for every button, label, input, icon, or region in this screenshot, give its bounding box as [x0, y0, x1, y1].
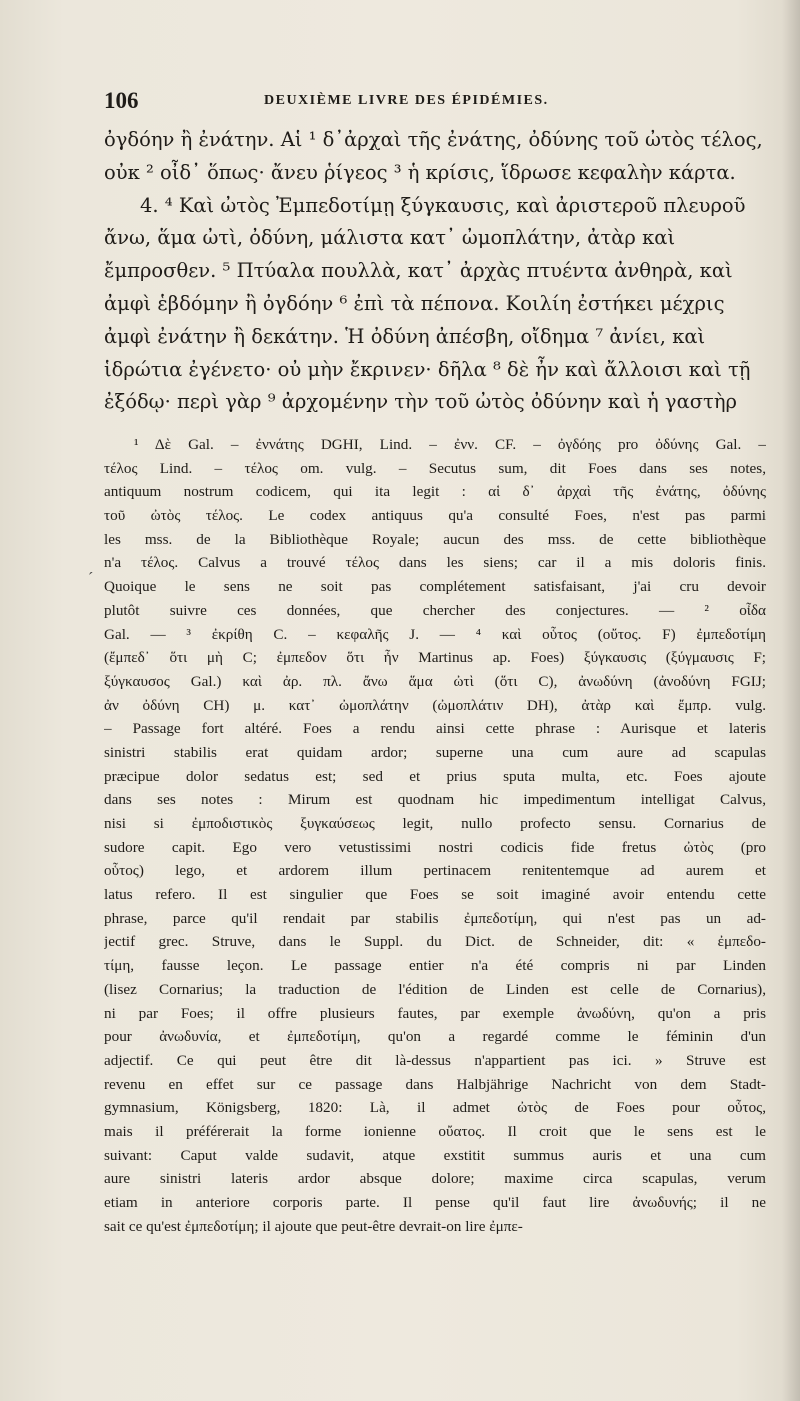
footnote-line: pour ἀνωδυνία, et ἐμπεδοτίμη, qu'on a regardé comme le féminin d'un — [104, 1028, 766, 1046]
footnote-line: τίμη, fausse leçon. Le passage entier n'a été compris ni par Linden — [104, 957, 766, 975]
footnote-line: (lisez Cornarius; la traduction de l'édition de Linden est celle de Cornarius), — [104, 980, 766, 998]
footnote-line: τέλος Lind. – τέλος om. vulg. – Secutus sum, dit Foes dans ses notes, — [104, 459, 766, 477]
page-header — [104, 88, 766, 118]
footnote-line: les mss. de la Bibliothèque Royale; aucun des mss. de cette bibliothèque — [104, 530, 766, 548]
main-text-line: ἔμπροσθεν. ⁵ Πτύαλα πουλλὰ, κατ᾽ ἀρχὰς πτυέντα ἀνθηρὰ, καὶ — [104, 259, 733, 283]
footnote-line: etiam in anteriore corporis parte. Il pense qu'il faut lire ἀνωδυνής; il ne — [104, 1194, 766, 1211]
footnote-line: nisi si ἐμποδιστικὸς ξυγκαύσεως legit, nullo profecto sensu. Cornarius de — [104, 815, 766, 832]
main-text-line: ὀγδόην ἢ ἐνάτην. Αἱ ¹ δ᾽ἀρχαὶ τῆς ἐνάτης, ὀδύνης τοῦ ὠτὸς τέλος, — [104, 128, 763, 151]
footnote-line: Gal. — ³ ἐκρίθη C. – κεφαλῆς J. — ⁴ καὶ οὗτος (οὔτος. F) ἐμπεδοτίμη — [104, 625, 766, 643]
main-text-line: ἀμφὶ ἑβδόμην ἢ ὀγδόην ⁶ ἐπὶ τὰ πέπονα. Κοιλίη ἐστήκει μέχρις — [104, 291, 725, 315]
footnote-line: ¹ Δὲ Gal. – ἐννάτης DGHI, Lind. – ἐνν. CF. – ὀγδόης pro ὀδύνης Gal. – — [134, 436, 766, 453]
main-text-line: οὐκ ² οἶδ᾽ ὅπως· ἄνευ ῥίγεος ³ ἡ κρίσις, ἵδρωσε κεφαλὴν κάρτα. — [104, 160, 736, 184]
footnote-line: οὗτος) lego, et ardorem illum pertinacem renitentemque ad aurem et — [104, 862, 766, 880]
footnote-line: gymnasium, Königsberg, 1820: Là, il admet ὠτὸς de Foes pour οὗτος, — [104, 1099, 766, 1117]
footnote-line: sudore capit. Ego vero vetustissimi nostri codicis fide fretus ὠτὸς (pro — [104, 838, 766, 856]
margin-pencil-mark: ´ — [88, 570, 94, 587]
footnote-line: suivant: Caput valde sudavit, atque exstitit summus auris et una cum — [104, 1146, 766, 1164]
page-edge-shadow — [782, 0, 800, 1401]
running-head: DEUXIÈME LIVRE DES ÉPIDÉMIES. — [264, 93, 549, 108]
footnote-line: revenu en effet sur ce passage dans Halbjährige Nachricht von dem Stadt- — [104, 1075, 766, 1093]
main-text-line: 4. ⁴ Καὶ ὠτὸς Ἐμπεδοτίμῃ ξύγκαυσις, καὶ ἀριστεροῦ πλευροῦ — [140, 193, 746, 217]
footnote-line: ni par Foes; il offre plusieurs fautes, par exemple ἀνωδύνη, qu'on a pris — [104, 1004, 766, 1022]
footnote-line: sait ce qu'est ἐμπεδοτίμη; il ajoute que peut-être devrait-on lire ἐμπε- — [104, 1217, 523, 1235]
footnote-line: ἀν ὀδύνη CH) μ. κατ᾽ ὠμοπλάτην (ὠμοπλάτιν DH), ἀτὰρ καὶ ἔμπρ. vulg. — [104, 696, 766, 714]
footnote-line: (ἔμπεδ᾽ ὅτι μὴ C; ἐμπεδον ὅτι ἦν Martinus ap. Foes) ξύγκαυσις (ξύγμαυσις F; — [104, 649, 766, 667]
footnote-line: ξύγκαυσος Gal.) καὶ ἀρ. πλ. ἄνω ἅμα ὠτὶ (ὅτι C), ἀνωδύνη (ἀνοδύνη FGIJ; — [104, 672, 766, 690]
main-text-line: ἐξόδῳ· περὶ γὰρ ⁹ ἀρχομένην τὴν τοῦ ὠτὸς ὀδύνην καὶ ἡ γαστὴρ — [104, 390, 737, 414]
footnote-line: plutôt suivre ces données, que chercher des conjectures. — ² οἶδα — [104, 601, 766, 619]
footnote-line: τοῦ ὠτὸς τέλος. Le codex antiquus qu'a consulté Foes, n'est pas parmi — [104, 507, 766, 525]
main-text-line: ἱδρώτια ἐγένετο· οὐ μὴν ἔκρινεν· δῆλα ⁸ δὲ ἦν καὶ ἄλλοισι καὶ τῇ — [104, 357, 751, 381]
main-text-line: ἀμφὶ ἐνάτην ἢ δεκάτην. Ἡ ὀδύνη ἀπέσβη, οἴδημα ⁷ ἀνίει, καὶ — [104, 324, 706, 348]
footnote-line: aure sinistri lateris ardor absque dolore; maxime circa scapulas, verum — [104, 1170, 766, 1188]
page-number: 106 — [104, 88, 139, 113]
footnotes — [104, 433, 766, 1238]
footnote-line: dans ses notes : Mirum est quodnam hic impedimentum intelligat Calvus, — [104, 791, 766, 809]
footnote-line: n'a τέλος. Calvus a trouvé τέλος dans les siens; car il a mis doloris finis. — [104, 554, 766, 572]
greek-main-text — [104, 124, 766, 419]
main-text-line: ἄνω, ἅμα ὠτὶ, ὀδύνη, μάλιστα κατ᾽ ὠμοπλάτην, ἀτὰρ καὶ — [104, 226, 676, 250]
footnote-line: – Passage fort altéré. Foes a rendu ainsi cette phrase : Aurisque et lateris — [104, 720, 766, 738]
footnote-line: phrase, parce qu'il rendait par stabilis ἐμπεδοτίμη, qui n'est pas un ad- — [104, 909, 766, 927]
footnote-line: latus refero. Il est singulier que Foes se soit imaginé avoir entendu cette — [104, 886, 766, 904]
footnote-line: Quoique le sens ne soit pas complétement satisfaisant, j'ai cru devoir — [104, 578, 766, 596]
footnote-line: sinistri stabilis erat quidam ardor; superne una cum aure ad scapulas — [104, 743, 766, 761]
footnote-line: adjectif. Ce qui peut être dit là-dessus n'appartient pas ici. » Struve est — [104, 1051, 766, 1069]
footnote-line: mais il préférerait la forme ionienne οὔατος. Il croit que le sens est le — [104, 1122, 766, 1140]
footnote-line: præcipue dolor sedatus est; sed et prius sputa multa, etc. Foes ajoute — [104, 767, 766, 785]
footnote-line: antiquum nostrum codicem, qui ita legit : αἱ δ᾽ ἀρχαὶ τῆς ἐνάτης, ὀδύνης — [104, 483, 766, 501]
footnote-line: jectif grec. Struve, dans le Suppl. du Dict. de Schneider, dit: « ἐμπεδο- — [104, 933, 766, 951]
